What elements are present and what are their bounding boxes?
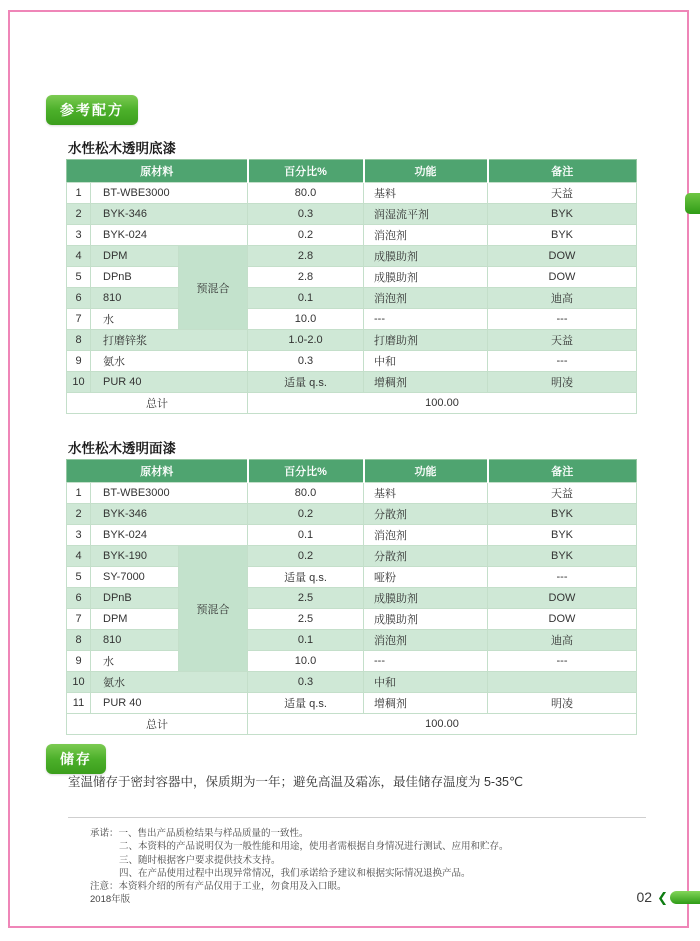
cell-function: ---	[364, 651, 488, 672]
table-row	[67, 672, 637, 693]
cell-material: 氨水	[91, 672, 248, 693]
cell-function: 消泡剂	[364, 630, 488, 651]
cell-remark	[488, 672, 637, 693]
table-row	[67, 267, 637, 288]
total-label: 总计	[67, 393, 248, 414]
cell-material: PUR 40	[91, 693, 248, 714]
table2-title: 水性松木透明面漆	[68, 441, 176, 456]
cell-function: 消泡剂	[364, 288, 488, 309]
cell-remark: DOW	[488, 609, 637, 630]
cell-no: 3	[67, 525, 91, 546]
table-row	[67, 588, 637, 609]
total-value: 100.00	[248, 714, 637, 735]
cell-remark: 迪高	[488, 630, 637, 651]
cell-function: 打磨助剂	[364, 330, 488, 351]
cell-no: 11	[67, 693, 91, 714]
page-number: 02	[636, 889, 653, 905]
cell-percent: 适量 q.s.	[248, 372, 364, 393]
table-header-row	[67, 160, 637, 183]
table-row	[67, 483, 637, 504]
table-row	[67, 525, 637, 546]
table-row	[67, 330, 637, 351]
table-row	[67, 225, 637, 246]
cell-no: 10	[67, 672, 91, 693]
cell-percent: 2.5	[248, 588, 364, 609]
cell-percent: 2.8	[248, 246, 364, 267]
cell-remark: ---	[488, 651, 637, 672]
cell-material: BYK-346	[91, 204, 248, 225]
note-line: 三、随时根据客户要求提供技术支持。	[119, 854, 281, 866]
cell-no: 6	[67, 288, 91, 309]
cell-no: 4	[67, 246, 91, 267]
total-value: 100.00	[248, 393, 637, 414]
cell-no: 5	[67, 567, 91, 588]
table-row	[67, 693, 637, 714]
premix-cell: 预混合	[179, 546, 248, 672]
cell-no: 9	[67, 651, 91, 672]
cell-material: 810	[91, 630, 179, 651]
cell-percent: 0.3	[248, 204, 364, 225]
cell-material: DPM	[91, 609, 179, 630]
cell-function: 中和	[364, 351, 488, 372]
formula-table	[66, 459, 637, 735]
note-line: 四、在产品使用过程中出现异常情况，我们承诺给予建议和根据实际情况退换产品。	[119, 867, 471, 879]
cell-percent: 80.0	[248, 483, 364, 504]
cell-function: 成膜助剂	[364, 609, 488, 630]
cell-no: 5	[67, 267, 91, 288]
cell-no: 3	[67, 225, 91, 246]
table-row	[67, 504, 637, 525]
cell-no: 8	[67, 630, 91, 651]
page-marker	[637, 889, 700, 905]
cell-material: BYK-190	[91, 546, 179, 567]
cell-function: 成膜助剂	[364, 588, 488, 609]
cell-function: 中和	[364, 672, 488, 693]
cell-function: 成膜助剂	[364, 267, 488, 288]
cell-remark: ---	[488, 309, 637, 330]
cell-remark: 天益	[488, 483, 637, 504]
cell-material: PUR 40	[91, 372, 248, 393]
header-function: 功能	[364, 460, 488, 483]
table-row	[67, 567, 637, 588]
header-percent: 百分比%	[248, 460, 364, 483]
cell-material: DPnB	[91, 267, 179, 288]
cell-percent: 10.0	[248, 651, 364, 672]
cell-percent: 0.1	[248, 630, 364, 651]
cell-function: 增稠剂	[364, 693, 488, 714]
table1-title: 水性松木透明底漆	[68, 141, 176, 156]
premix-cell: 预混合	[179, 246, 248, 330]
cell-percent: 2.8	[248, 267, 364, 288]
header-percent: 百分比%	[248, 160, 364, 183]
side-index-tab	[685, 193, 700, 214]
note-line: 2018年版	[90, 894, 131, 906]
cell-material: 氨水	[91, 351, 248, 372]
cell-percent: 0.2	[248, 225, 364, 246]
table-header-row	[67, 460, 637, 483]
cell-material: BYK-024	[91, 525, 248, 546]
cell-no: 9	[67, 351, 91, 372]
cell-material: 810	[91, 288, 179, 309]
table-row	[67, 630, 637, 651]
cell-no: 7	[67, 609, 91, 630]
cell-function: 分散剂	[364, 546, 488, 567]
header-remark: 备注	[488, 160, 637, 183]
cell-function: 消泡剂	[364, 525, 488, 546]
cell-no: 1	[67, 483, 91, 504]
cell-remark: ---	[488, 351, 637, 372]
cell-function: 润湿流平剂	[364, 204, 488, 225]
cell-no: 1	[67, 183, 91, 204]
storage-text: 室温储存于密封容器中，保质期为一年；避免高温及霜冻，最佳储存温度为 5-35℃	[68, 775, 524, 789]
cell-material: 水	[91, 309, 179, 330]
note-line: 二、本资料的产品说明仅为一般性能和用途，使用者需根据自身情况进行测试、应用和贮存。	[119, 841, 509, 853]
footer-divider	[68, 817, 646, 818]
cell-remark: 天益	[488, 330, 637, 351]
cell-no: 7	[67, 309, 91, 330]
cell-remark: DOW	[488, 588, 637, 609]
cell-material: 打磨锌浆	[91, 330, 248, 351]
table2-container	[66, 459, 637, 735]
cell-remark: BYK	[488, 225, 637, 246]
table-row	[67, 546, 637, 567]
table-row	[67, 351, 637, 372]
cell-percent: 0.3	[248, 672, 364, 693]
cell-material: BT-WBE3000	[91, 183, 248, 204]
table-total-row	[67, 714, 637, 735]
table-row	[67, 372, 637, 393]
cell-remark: BYK	[488, 546, 637, 567]
table-row	[67, 183, 637, 204]
cell-percent: 10.0	[248, 309, 364, 330]
table-row	[67, 609, 637, 630]
cell-function: 分散剂	[364, 504, 488, 525]
chevron-left-icon: ❮	[657, 889, 668, 905]
cell-percent: 0.2	[248, 504, 364, 525]
cell-percent: 0.1	[248, 525, 364, 546]
cell-remark: DOW	[488, 246, 637, 267]
cell-material: DPM	[91, 246, 179, 267]
cell-material: BYK-346	[91, 504, 248, 525]
formula-table	[66, 159, 637, 414]
table-row	[67, 309, 637, 330]
cell-remark: 明凌	[488, 372, 637, 393]
cell-percent: 0.1	[248, 288, 364, 309]
cell-percent: 适量 q.s.	[248, 567, 364, 588]
cell-remark: 迪高	[488, 288, 637, 309]
cell-percent: 0.3	[248, 351, 364, 372]
cell-no: 6	[67, 588, 91, 609]
cell-remark: 天益	[488, 183, 637, 204]
footer-notes	[90, 827, 656, 907]
table-row	[67, 288, 637, 309]
cell-material: BT-WBE3000	[91, 483, 248, 504]
cell-percent: 80.0	[248, 183, 364, 204]
header-material: 原材料	[67, 460, 248, 483]
cell-function: 成膜助剂	[364, 246, 488, 267]
cell-function: 哑粉	[364, 567, 488, 588]
cell-remark: ---	[488, 567, 637, 588]
cell-function: 消泡剂	[364, 225, 488, 246]
header-remark: 备注	[488, 460, 637, 483]
storage-badge: 储存	[46, 744, 106, 774]
total-label: 总计	[67, 714, 248, 735]
cell-no: 8	[67, 330, 91, 351]
cell-no: 2	[67, 504, 91, 525]
cell-percent: 适量 q.s.	[248, 693, 364, 714]
cell-material: SY-7000	[91, 567, 179, 588]
cell-remark: 明凌	[488, 693, 637, 714]
header-material: 原材料	[67, 160, 248, 183]
cell-remark: BYK	[488, 204, 637, 225]
cell-percent: 0.2	[248, 546, 364, 567]
header-function: 功能	[364, 160, 488, 183]
cell-no: 2	[67, 204, 91, 225]
table-total-row	[67, 393, 637, 414]
table-row	[67, 204, 637, 225]
cell-percent: 1.0-2.0	[248, 330, 364, 351]
cell-function: 增稠剂	[364, 372, 488, 393]
cell-no: 10	[67, 372, 91, 393]
cell-material: 水	[91, 651, 179, 672]
cell-remark: BYK	[488, 504, 637, 525]
note-line: 注意：本资料介绍的所有产品仅用于工业，勿食用及入口眼。	[90, 881, 347, 893]
cell-function: 基料	[364, 183, 488, 204]
cell-material: BYK-024	[91, 225, 248, 246]
cell-no: 4	[67, 546, 91, 567]
table-row	[67, 651, 637, 672]
reference-formula-badge: 参考配方	[46, 95, 138, 125]
green-arrow-bar	[670, 891, 700, 904]
cell-remark: DOW	[488, 267, 637, 288]
table1-container	[66, 159, 637, 414]
cell-material: DPnB	[91, 588, 179, 609]
cell-function: 基料	[364, 483, 488, 504]
table-row	[67, 246, 637, 267]
note-line: 承诺：一、售出产品质检结果与样品质量的一致性。	[90, 828, 309, 839]
cell-function: ---	[364, 309, 488, 330]
cell-percent: 2.5	[248, 609, 364, 630]
cell-remark: BYK	[488, 525, 637, 546]
